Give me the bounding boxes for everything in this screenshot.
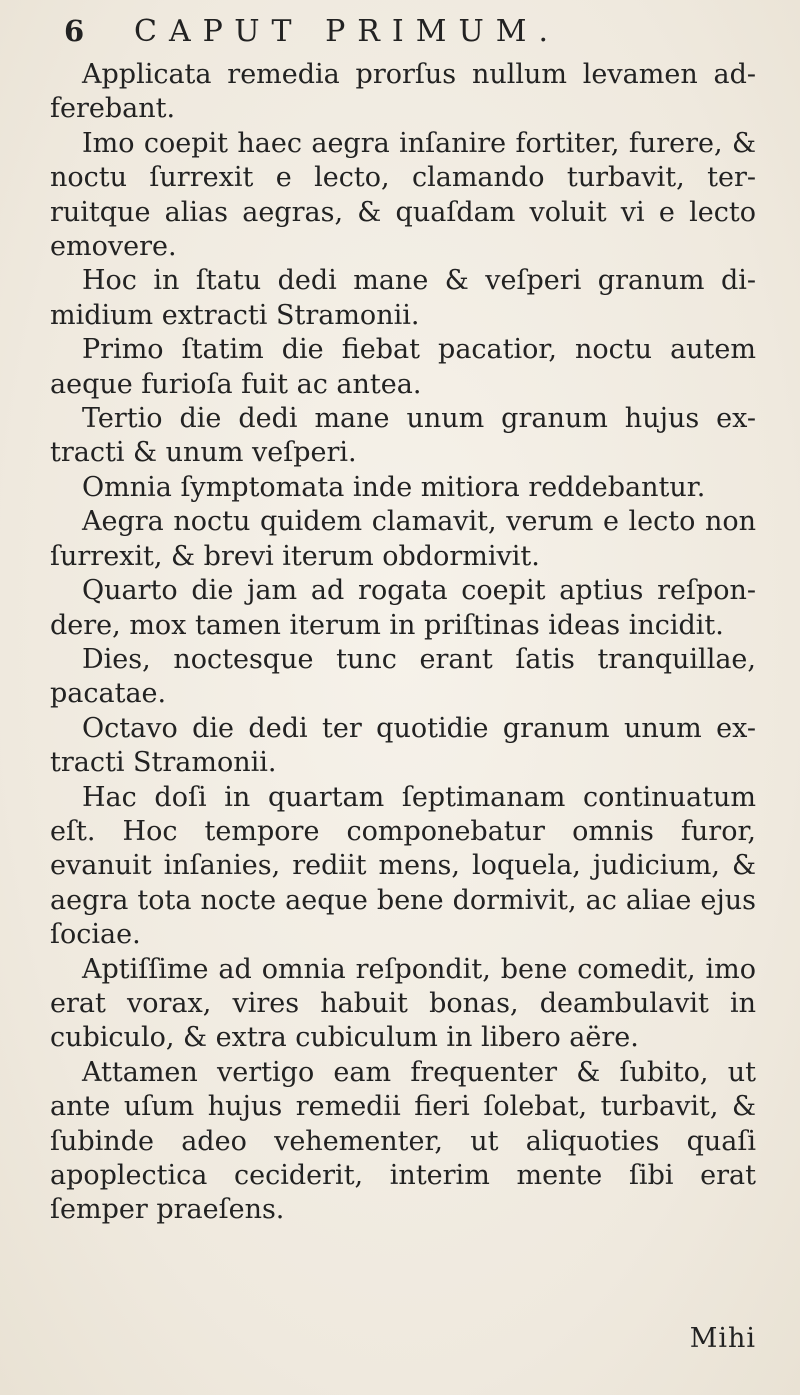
paragraph: Hac doſi in quartam ſeptimanam continuatum eſt. Hoc tempore componebatur omnis furor, evanuit inſanies, rediit mens, loquela, judicium, & aegra tota nocte aeque bene dormivit, ac aliae ejus ſociae. bbox=[50, 781, 756, 951]
body-text bbox=[50, 58, 756, 1228]
paragraph: Quarto die jam ad rogata coepit aptius reſpon-dere, mox tamen iterum in priſtinas ideas incidit. bbox=[50, 575, 756, 641]
paragraph: Hoc in ſtatu dedi mane & veſperi granum di-midium extracti Stramonii. bbox=[50, 265, 756, 331]
paragraph: Imo coepit haec aegra inſanire fortiter, furere, & noctu ſurrexit e lecto, clamando turbavit, ter-ruitque alias aegras, & quaſdam voluit vi e lecto emovere. bbox=[50, 127, 756, 263]
paragraph: Aptiſſime ad omnia reſpondit, bene comedit, imo erat vorax, vires habuit bonas, deambulavit in cubiculo, & extra cubiculum in libero aëre. bbox=[50, 953, 756, 1054]
paragraph: Dies, noctesque tunc erant ſatis tranquillae, pacatae. bbox=[50, 643, 756, 710]
paragraph: Attamen vertigo eam frequenter & ſubito, ut ante uſum hujus remedii fieri ſolebat, turbavit, & ſubinde adeo vehementer, ut aliquoties quaſi apoplectica ceciderit, interim mente ſibi erat ſemper praeſens. bbox=[50, 1056, 756, 1226]
paragraph: Applicata remedia prorſus nullum levamen ad-ferebant. bbox=[50, 59, 756, 125]
page-header bbox=[64, 14, 744, 54]
running-head: CAPUT PRIMUM. bbox=[134, 14, 560, 49]
paragraph: Primo ſtatim die fiebat pacatior, noctu autem aeque furioſa fuit ac antea. bbox=[50, 334, 756, 400]
paragraph: Omnia ſymptomata inde mitiora reddebantur. bbox=[82, 471, 706, 503]
paragraph: Octavo die dedi ter quotidie granum unum ex-tracti Stramonii. bbox=[50, 712, 756, 779]
catchword: Mihi bbox=[689, 1323, 756, 1354]
page-number: 6 bbox=[64, 14, 85, 48]
paragraph: Tertio die dedi mane unum granum hujus ex-tracti & unum veſperi. bbox=[50, 403, 756, 469]
paragraph: Aegra noctu quidem clamavit, verum e lecto non ſurrexit, & brevi iterum obdormivit. bbox=[50, 506, 756, 572]
